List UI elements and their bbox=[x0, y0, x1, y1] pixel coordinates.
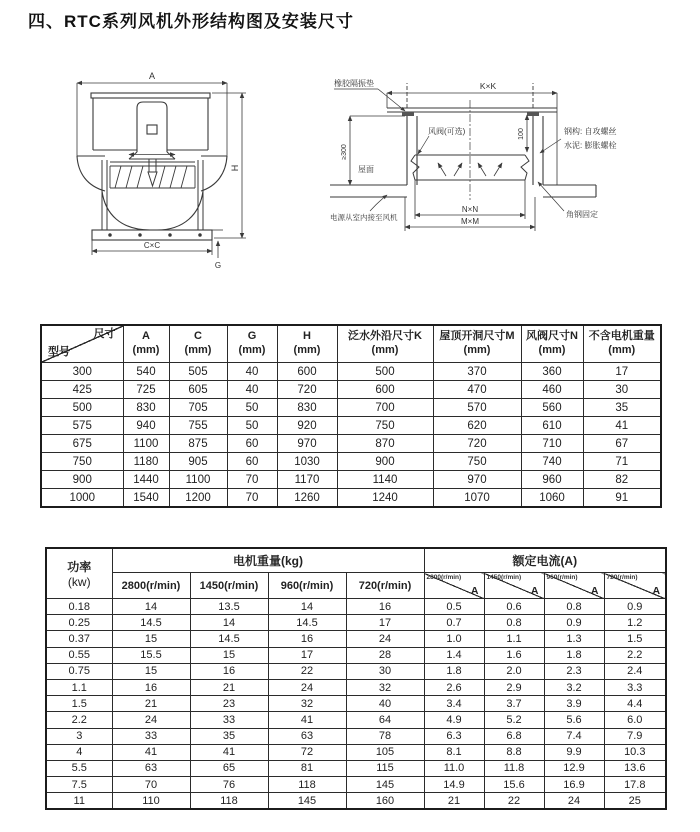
table-cell: 110 bbox=[112, 793, 190, 810]
dim-line-g bbox=[212, 230, 223, 258]
table-header-row bbox=[46, 548, 666, 573]
table-cell: 2.2 bbox=[604, 647, 666, 663]
table-cell: 81 bbox=[268, 760, 346, 776]
table-row bbox=[46, 744, 666, 760]
table-cell: 14 bbox=[190, 615, 268, 631]
table-cell: 970 bbox=[433, 471, 521, 489]
table-cell: 370 bbox=[433, 363, 521, 381]
table-row bbox=[41, 381, 661, 399]
table-cell: 540 bbox=[123, 363, 169, 381]
table-cell: 3.3 bbox=[604, 679, 666, 695]
col-header-g: G (mm) bbox=[227, 325, 277, 363]
table-cell: 15.6 bbox=[484, 777, 544, 793]
table-cell: 14 bbox=[268, 599, 346, 615]
col-header-c: C (mm) bbox=[169, 325, 227, 363]
table-cell: 900 bbox=[41, 471, 123, 489]
table-cell: 870 bbox=[337, 435, 433, 453]
table-row bbox=[46, 728, 666, 744]
table-cell: 21 bbox=[190, 679, 268, 695]
table-cell: 0.7 bbox=[424, 615, 484, 631]
dim-label-a: A bbox=[148, 71, 156, 81]
table-cell: 1.8 bbox=[424, 663, 484, 679]
power-wiring-label: 电源从室内接至风机 bbox=[330, 213, 398, 222]
table-cell: 35 bbox=[583, 399, 661, 417]
table-cell: 750 bbox=[337, 417, 433, 435]
rated-current-group-header: 额定电流(A) bbox=[424, 548, 666, 573]
table-cell: 15 bbox=[112, 631, 190, 647]
table-cell: 30 bbox=[583, 381, 661, 399]
leader-lines bbox=[334, 89, 564, 211]
table-row bbox=[46, 760, 666, 776]
col-header-flashing-k: 泛水外沿尺寸K (mm) bbox=[337, 325, 433, 363]
dim-label-k: K×K bbox=[479, 81, 497, 91]
table-cell: 115 bbox=[346, 760, 424, 776]
table-cell: 1.8 bbox=[544, 647, 604, 663]
table-cell: 3 bbox=[46, 728, 112, 744]
volute bbox=[102, 191, 203, 230]
weight-col-720: 720(r/min) bbox=[346, 573, 424, 599]
table-cell: 0.9 bbox=[544, 615, 604, 631]
table-cell: 3.7 bbox=[484, 696, 544, 712]
table-cell: 1070 bbox=[433, 489, 521, 508]
table-cell: 24 bbox=[346, 631, 424, 647]
table-cell: 460 bbox=[521, 381, 583, 399]
roof-slab bbox=[330, 185, 596, 197]
base-plate bbox=[92, 230, 212, 240]
table-subheader-row bbox=[46, 573, 666, 599]
table-cell: 505 bbox=[169, 363, 227, 381]
table-cell: 145 bbox=[346, 777, 424, 793]
table-cell: 940 bbox=[123, 417, 169, 435]
table-cell: 2.3 bbox=[544, 663, 604, 679]
motor-spec-table bbox=[45, 547, 667, 810]
steel-fixing-label: 钢构: 自攻螺丝 bbox=[564, 127, 617, 136]
table-cell: 0.37 bbox=[46, 631, 112, 647]
table-cell: 1030 bbox=[277, 453, 337, 471]
table-cell: 63 bbox=[268, 728, 346, 744]
table-cell: 118 bbox=[268, 777, 346, 793]
table-cell: 6.3 bbox=[424, 728, 484, 744]
table-row bbox=[46, 647, 666, 663]
col-header-a: A (mm) bbox=[123, 325, 169, 363]
rubber-pad-label: 橡胶隔振垫 bbox=[334, 79, 374, 88]
table-cell: 0.9 bbox=[604, 599, 666, 615]
table-cell: 11 bbox=[46, 793, 112, 810]
table-cell: 8.1 bbox=[424, 744, 484, 760]
table-cell: 14.5 bbox=[112, 615, 190, 631]
table-cell: 1100 bbox=[123, 435, 169, 453]
table-cell: 905 bbox=[169, 453, 227, 471]
dim-line-a bbox=[77, 83, 227, 156]
table-cell: 300 bbox=[41, 363, 123, 381]
table-cell: 830 bbox=[277, 399, 337, 417]
table-cell: 7.9 bbox=[604, 728, 666, 744]
table-cell: 1180 bbox=[123, 453, 169, 471]
table-row bbox=[46, 777, 666, 793]
current-col-720: 720(r/min) A bbox=[604, 573, 666, 599]
table-cell: 12.9 bbox=[544, 760, 604, 776]
table-cell: 22 bbox=[484, 793, 544, 810]
rubber-pad-left bbox=[402, 112, 414, 116]
col-header-opening-m: 屋顶开洞尺寸M (mm) bbox=[433, 325, 521, 363]
table-cell: 17 bbox=[583, 363, 661, 381]
table-cell: 6.0 bbox=[604, 712, 666, 728]
dim-label-m: M×M bbox=[461, 217, 479, 226]
table-cell: 13.5 bbox=[190, 599, 268, 615]
dim-label-h: H bbox=[230, 164, 240, 172]
dim-line-k bbox=[387, 93, 557, 185]
table-cell: 40 bbox=[346, 696, 424, 712]
table-cell: 63 bbox=[112, 760, 190, 776]
table-cell: 25 bbox=[604, 793, 666, 810]
table-cell: 64 bbox=[346, 712, 424, 728]
table-cell: 970 bbox=[277, 435, 337, 453]
table-cell: 1140 bbox=[337, 471, 433, 489]
table-cell: 3.2 bbox=[544, 679, 604, 695]
table-cell: 15 bbox=[190, 647, 268, 663]
table-cell: 78 bbox=[346, 728, 424, 744]
table-cell: 2.9 bbox=[484, 679, 544, 695]
table-cell: 35 bbox=[190, 728, 268, 744]
hood-body bbox=[93, 98, 208, 150]
table-cell: 360 bbox=[521, 363, 583, 381]
table-cell: 750 bbox=[433, 453, 521, 471]
table-cell: 105 bbox=[346, 744, 424, 760]
table-cell: 23 bbox=[190, 696, 268, 712]
table-row bbox=[41, 417, 661, 435]
table-cell: 5.6 bbox=[544, 712, 604, 728]
table-cell: 0.5 bbox=[424, 599, 484, 615]
table-cell: 41 bbox=[190, 744, 268, 760]
table-cell: 920 bbox=[277, 417, 337, 435]
damper-label: 风阀(可选) bbox=[428, 127, 466, 136]
table-cell: 755 bbox=[169, 417, 227, 435]
table-cell: 72 bbox=[268, 744, 346, 760]
table-cell: 1540 bbox=[123, 489, 169, 508]
dim-label-100: 100 bbox=[518, 128, 525, 140]
table-row bbox=[46, 631, 666, 647]
impeller bbox=[110, 162, 195, 188]
table-cell: 0.75 bbox=[46, 663, 112, 679]
table-cell: 875 bbox=[169, 435, 227, 453]
table-cell: 0.8 bbox=[544, 599, 604, 615]
roof-label: 屋面 bbox=[358, 165, 374, 174]
table-cell: 1240 bbox=[337, 489, 433, 508]
table-cell: 4.4 bbox=[604, 696, 666, 712]
table-cell: 60 bbox=[227, 453, 277, 471]
cement-fixing-label: 水泥: 膨胀螺栓 bbox=[564, 141, 617, 150]
table-cell: 24 bbox=[268, 679, 346, 695]
table-cell: 0.8 bbox=[484, 615, 544, 631]
installation-diagram bbox=[328, 72, 698, 262]
table-row bbox=[41, 489, 661, 508]
table-cell: 15.5 bbox=[112, 647, 190, 663]
table-cell: 33 bbox=[112, 728, 190, 744]
table-row bbox=[46, 712, 666, 728]
table-cell: 610 bbox=[521, 417, 583, 435]
table-cell: 605 bbox=[169, 381, 227, 399]
table-row bbox=[41, 453, 661, 471]
table-row bbox=[46, 793, 666, 810]
current-col-960: 960(r/min) A bbox=[544, 573, 604, 599]
page-title: 四、RTC系列风机外形结构图及安装尺寸 bbox=[28, 12, 354, 31]
table-cell: 40 bbox=[227, 381, 277, 399]
fan-outline-drawing bbox=[55, 62, 335, 274]
col-header-weight: 不含电机重量 (mm) bbox=[583, 325, 661, 363]
table-cell: 1.0 bbox=[424, 631, 484, 647]
table-cell: 82 bbox=[583, 471, 661, 489]
table-cell: 22 bbox=[268, 663, 346, 679]
dim-label-c: C×C bbox=[143, 241, 161, 250]
corner-header-cell bbox=[41, 325, 123, 363]
weight-col-1450: 1450(r/min) bbox=[190, 573, 268, 599]
table-cell: 750 bbox=[41, 453, 123, 471]
table-cell: 50 bbox=[227, 417, 277, 435]
table-row bbox=[41, 363, 661, 381]
table-cell: 17.8 bbox=[604, 777, 666, 793]
corner-label-model: 型号 bbox=[48, 346, 70, 359]
table-cell: 500 bbox=[337, 363, 433, 381]
dim-line-300 bbox=[350, 116, 405, 185]
table-row bbox=[46, 679, 666, 695]
table-cell: 11.8 bbox=[484, 760, 544, 776]
table-cell: 21 bbox=[112, 696, 190, 712]
table-cell: 16 bbox=[346, 599, 424, 615]
fan-outline-diagram bbox=[55, 62, 335, 279]
table-cell: 41 bbox=[268, 712, 346, 728]
table-cell: 1.1 bbox=[484, 631, 544, 647]
table-cell: 1.5 bbox=[604, 631, 666, 647]
table-cell: 5.2 bbox=[484, 712, 544, 728]
table-cell: 960 bbox=[521, 471, 583, 489]
table-cell: 24 bbox=[112, 712, 190, 728]
power-header-cell: 功率 (kw) bbox=[46, 548, 112, 599]
table-cell: 600 bbox=[337, 381, 433, 399]
table-cell: 1.3 bbox=[544, 631, 604, 647]
table-cell: 118 bbox=[190, 793, 268, 810]
table-cell: 1260 bbox=[277, 489, 337, 508]
table-cell: 2.6 bbox=[424, 679, 484, 695]
table-cell: 13.6 bbox=[604, 760, 666, 776]
table-cell: 17 bbox=[268, 647, 346, 663]
table-cell: 600 bbox=[277, 363, 337, 381]
table-cell: 830 bbox=[123, 399, 169, 417]
table-cell: 0.25 bbox=[46, 615, 112, 631]
weight-col-2800: 2800(r/min) bbox=[112, 573, 190, 599]
current-col-1450: 1450(r/min) A bbox=[484, 573, 544, 599]
table-cell: 21 bbox=[424, 793, 484, 810]
table-cell: 70 bbox=[227, 489, 277, 508]
table-cell: 67 bbox=[583, 435, 661, 453]
table-cell: 6.8 bbox=[484, 728, 544, 744]
table-cell: 1.5 bbox=[46, 696, 112, 712]
table-cell: 1.2 bbox=[604, 615, 666, 631]
table-cell: 9.9 bbox=[544, 744, 604, 760]
dim-label-n: N×N bbox=[461, 205, 479, 214]
table-row bbox=[41, 399, 661, 417]
table-cell: 675 bbox=[41, 435, 123, 453]
table-cell: 1170 bbox=[277, 471, 337, 489]
table-cell: 720 bbox=[277, 381, 337, 399]
table-cell: 560 bbox=[521, 399, 583, 417]
table-cell: 3.4 bbox=[424, 696, 484, 712]
table-cell: 11.0 bbox=[424, 760, 484, 776]
table-cell: 425 bbox=[41, 381, 123, 399]
shaft-hub bbox=[148, 159, 157, 186]
table-cell: 70 bbox=[112, 777, 190, 793]
table-row bbox=[41, 471, 661, 489]
table-cell: 14.5 bbox=[190, 631, 268, 647]
table-cell: 8.8 bbox=[484, 744, 544, 760]
hood-top bbox=[91, 93, 210, 98]
table-cell: 14.9 bbox=[424, 777, 484, 793]
table-cell: 16 bbox=[190, 663, 268, 679]
table-cell: 17 bbox=[346, 615, 424, 631]
installation-drawing bbox=[328, 72, 698, 257]
corner-label-size: 尺寸 bbox=[93, 328, 116, 340]
table-cell: 3.9 bbox=[544, 696, 604, 712]
table-cell: 145 bbox=[268, 793, 346, 810]
table-cell: 32 bbox=[268, 696, 346, 712]
table-cell: 50 bbox=[227, 399, 277, 417]
table-cell: 1000 bbox=[41, 489, 123, 508]
table-cell: 15 bbox=[112, 663, 190, 679]
table-cell: 1.1 bbox=[46, 679, 112, 695]
table-cell: 740 bbox=[521, 453, 583, 471]
table-cell: 5.5 bbox=[46, 760, 112, 776]
table-cell: 30 bbox=[346, 663, 424, 679]
table-cell: 1060 bbox=[521, 489, 583, 508]
table-cell: 900 bbox=[337, 453, 433, 471]
table-cell: 0.6 bbox=[484, 599, 544, 615]
table-cell: 2.2 bbox=[46, 712, 112, 728]
table-cell: 14 bbox=[112, 599, 190, 615]
table-cell: 28 bbox=[346, 647, 424, 663]
table-cell: 620 bbox=[433, 417, 521, 435]
table-cell: 4.9 bbox=[424, 712, 484, 728]
weight-col-960: 960(r/min) bbox=[268, 573, 346, 599]
table-cell: 2.4 bbox=[604, 663, 666, 679]
table-cell: 0.55 bbox=[46, 647, 112, 663]
current-col-2800: 2800(r/min) A bbox=[424, 573, 484, 599]
table-row bbox=[41, 435, 661, 453]
table-cell: 1.6 bbox=[484, 647, 544, 663]
table-row bbox=[46, 696, 666, 712]
table-cell: 710 bbox=[521, 435, 583, 453]
table-cell: 1440 bbox=[123, 471, 169, 489]
table-cell: 160 bbox=[346, 793, 424, 810]
table-cell: 725 bbox=[123, 381, 169, 399]
table-cell: 570 bbox=[433, 399, 521, 417]
table-cell: 41 bbox=[112, 744, 190, 760]
table-cell: 41 bbox=[583, 417, 661, 435]
table-row bbox=[46, 615, 666, 631]
table-cell: 1.4 bbox=[424, 647, 484, 663]
fan-base-flashing bbox=[387, 108, 557, 112]
table-cell: 1100 bbox=[169, 471, 227, 489]
table-header-row bbox=[41, 325, 661, 363]
table-cell: 700 bbox=[337, 399, 433, 417]
table-row bbox=[46, 663, 666, 679]
col-header-h: H (mm) bbox=[277, 325, 337, 363]
table-row bbox=[46, 599, 666, 615]
table-cell: 705 bbox=[169, 399, 227, 417]
dim-label-300: ≥300 bbox=[341, 144, 348, 160]
table-cell: 14.5 bbox=[268, 615, 346, 631]
table-cell: 500 bbox=[41, 399, 123, 417]
table-cell: 720 bbox=[433, 435, 521, 453]
table-cell: 16 bbox=[112, 679, 190, 695]
table-cell: 16.9 bbox=[544, 777, 604, 793]
dim-label-g: G bbox=[214, 261, 222, 270]
table-cell: 70 bbox=[227, 471, 277, 489]
table-cell: 16 bbox=[268, 631, 346, 647]
table-cell: 60 bbox=[227, 435, 277, 453]
table-cell: 33 bbox=[190, 712, 268, 728]
dim-line-h bbox=[212, 93, 246, 238]
col-header-damper-n: 风阀尺寸N (mm) bbox=[521, 325, 583, 363]
table-cell: 7.4 bbox=[544, 728, 604, 744]
table-cell: 65 bbox=[190, 760, 268, 776]
table-cell: 32 bbox=[346, 679, 424, 695]
table-cell: 470 bbox=[433, 381, 521, 399]
table-cell: 0.18 bbox=[46, 599, 112, 615]
table-cell: 24 bbox=[544, 793, 604, 810]
angle-steel-label: 角钢固定 bbox=[566, 210, 598, 219]
rubber-pad-right bbox=[527, 112, 539, 116]
table-cell: 4 bbox=[46, 744, 112, 760]
table-cell: 7.5 bbox=[46, 777, 112, 793]
table-cell: 76 bbox=[190, 777, 268, 793]
table-cell: 91 bbox=[583, 489, 661, 508]
table-cell: 2.0 bbox=[484, 663, 544, 679]
table-cell: 10.3 bbox=[604, 744, 666, 760]
motor-weight-group-header: 电机重量(kg) bbox=[112, 548, 424, 573]
table-cell: 40 bbox=[227, 363, 277, 381]
table-cell: 1200 bbox=[169, 489, 227, 508]
table-cell: 575 bbox=[41, 417, 123, 435]
dimensions-table bbox=[40, 324, 662, 508]
table-cell: 71 bbox=[583, 453, 661, 471]
